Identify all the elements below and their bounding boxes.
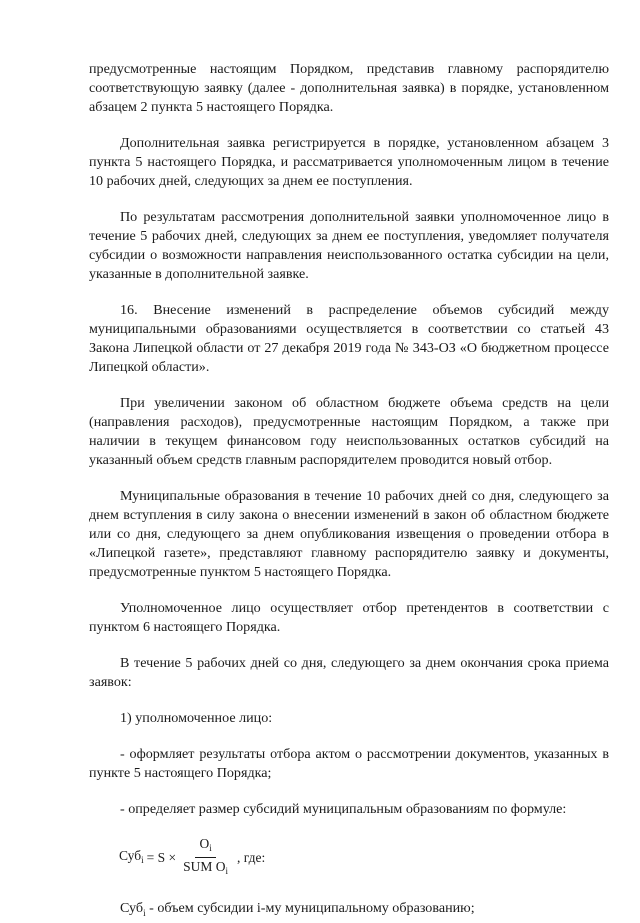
formula-num-sub: i (209, 843, 212, 853)
subsidy-formula (119, 836, 609, 879)
formula-operator: = S × (146, 849, 177, 865)
paragraph: По результатам рассмотрения дополнительной заявки уполномоченное лицо в течение 5 рабочих дней, следующих за днем ее поступления, уведомляет получателя субсидии о возможности направления неиспользованного остатка субсидии на цели, указанные в дополнительной заявке. (89, 209, 609, 282)
paragraph: 1) уполномоченное лицо: (120, 710, 273, 726)
definition-text: - объем субсидии i-му муниципальному образованию; (145, 900, 475, 916)
formula-lhs-base: Суб (119, 847, 142, 863)
paragraph: Муниципальные образования в течение 10 рабочих дней со дня, следующего за днем вступления в силу закона о внесении изменений в закон об областном бюджете или со дня, следующего за днем опубликования извещения о проведении отбора в «Липецкой газете», представляют главному распорядителю заявку и документы, предусмотренные пунктом 5 настоящего Порядка. (89, 488, 609, 580)
definition-base: Суб (120, 900, 144, 916)
paragraph: Дополнительная заявка регистрируется в порядке, установленном абзацем 3 пункта 5 настоящего Порядка, и рассматривается уполномоченным лицом в течение 10 рабочих дней, следующих за днем ее поступления. (89, 135, 609, 189)
paragraph: - определяет размер субсидий муниципальным образованиям по формуле: (120, 801, 567, 817)
formula-den-base: SUM O (183, 859, 226, 874)
paragraph: предусмотренные настоящим Порядком, представив главному распорядителю соответствующую заявку (далее - дополнительная заявка) в порядке, установленном абзацем 2 пункта 5 настоящего Порядка. (89, 61, 609, 115)
formula-numerator (195, 836, 215, 858)
paragraph: При увеличении законом об областном бюджете объема средств на цели (направления расходов), предусмотренные настоящим Порядком, а также при наличии в текущем финансовом году неиспользованных остатков субсидий на указанный объем средств главным распорядителем проводится новый отбор. (89, 395, 609, 468)
formula-denominator (179, 858, 232, 879)
paragraph: 16. Внесение изменений в распределение объемов субсидий между муниципальными образованиями осуществляется в соответствии со статьей 43 Закона Липецкой области от 27 декабря 2019 года № 343-ОЗ «О бюджетном процессе Липецкой области». (89, 302, 609, 375)
formula-lhs-sub: i (141, 854, 144, 865)
formula-lhs (119, 848, 144, 868)
paragraph: - оформляет результаты отбора актом о рассмотрении документов, указанных в пункте 5 настоящего Порядка; (89, 746, 609, 781)
definition-paragraph (89, 899, 609, 923)
paragraph: В течение 5 рабочих дней со дня, следующего за днем окончания срока приема заявок: (89, 655, 609, 690)
paragraph: Уполномоченное лицо осуществляет отбор претендентов в соответствии с пунктом 6 настоящего Порядка. (89, 600, 609, 635)
formula-tail: , где: (237, 849, 266, 865)
formula-den-sub: i (225, 866, 229, 876)
formula-fraction (179, 836, 232, 879)
formula-num-base: O (199, 836, 210, 851)
definition-sub: i (143, 907, 146, 918)
